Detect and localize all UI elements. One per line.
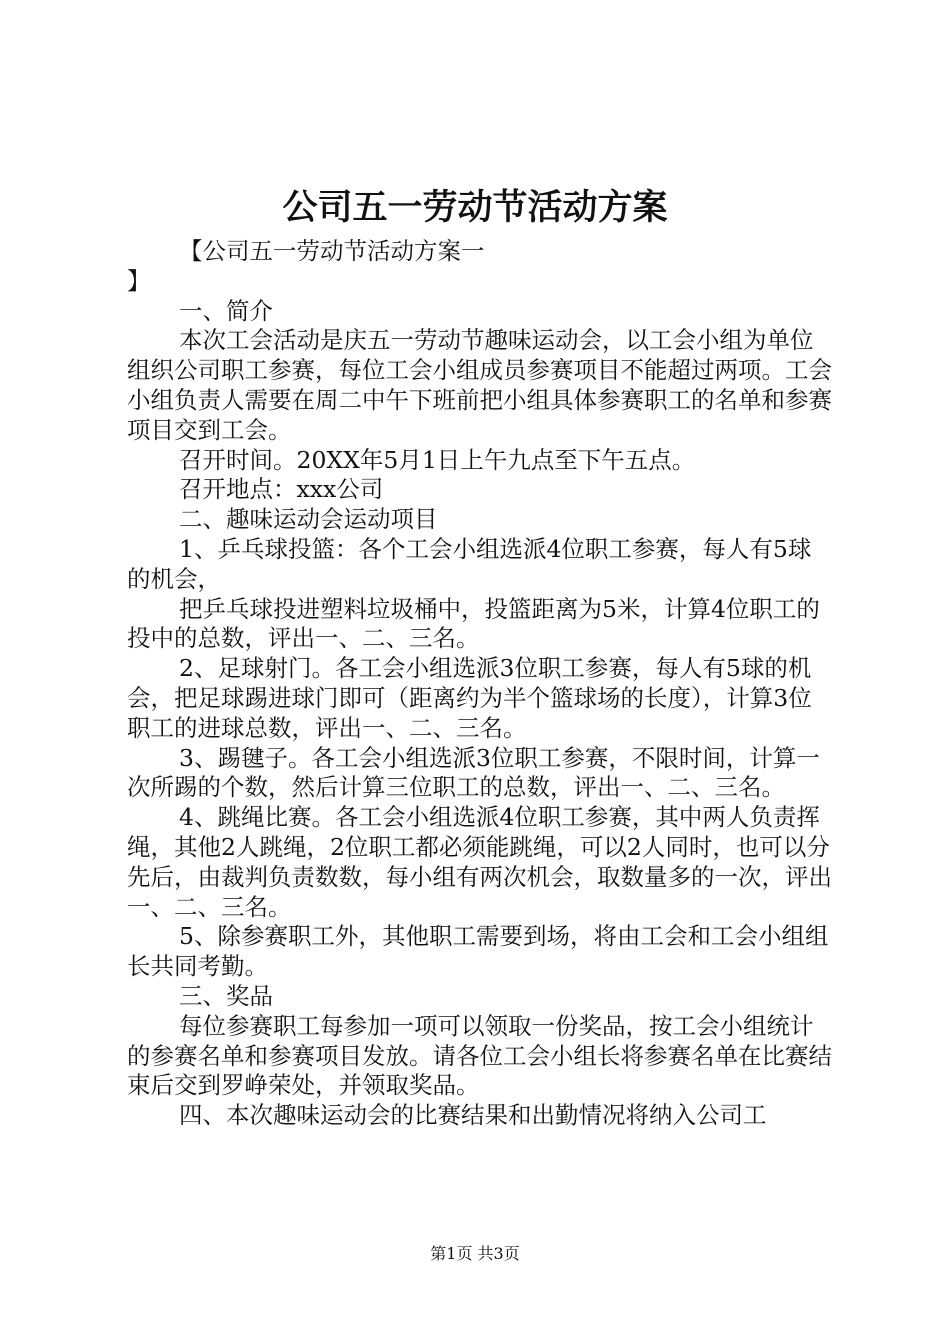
paragraph-location: 召开地点：xxx公司	[179, 475, 384, 504]
document-title: 公司五一劳动节活动方案	[282, 187, 668, 228]
paragraph-event-1-cont: 把乒乓球投进塑料垃圾桶中，投篮距离为5米，计算4位职工的投中的总数，评出一、二、三名。	[127, 594, 820, 653]
paragraph-intro: 本次工会活动是庆五一劳动节趣味运动会，以工会小组为单位组织公司职工参赛，每位工会小组成员参赛项目不能超过两项。工会小组负责人需要在周二中午下班前把小组具体参赛职工的名单和参赛项目交到工会。	[127, 326, 832, 444]
paragraph-event-5: 5、除参赛职工外，其他职工需要到场，将由工会和工会小组组长共同考勤。	[127, 922, 829, 981]
paragraph-prizes: 每位参赛职工每参加一项可以领取一份奖品，按工会小组统计的参赛名单和参赛项目发放。请各位工会小组长将参赛名单在比赛结束后交到罗峥荣处，并领取奖品。	[127, 1011, 832, 1100]
paragraph-event-1: 1、乒乓球投篮：各个工会小组选派4位职工参赛，每人有5球的机会，	[127, 534, 812, 593]
section-header-line1: 【公司五一劳动节活动方案一	[179, 237, 485, 265]
paragraph-event-2: 2、足球射门。各工会小组选派3位职工参赛，每人有5球的机会，把足球踢进球门即可（距离约为半个篮球场的长度），计算3位职工的进球总数，评出一、二、三名。	[127, 654, 812, 742]
heading-prizes: 三、奖品	[179, 981, 273, 1010]
page-footer: 第1页 共3页	[430, 1244, 520, 1263]
paragraph-results: 四、本次趣味运动会的比赛结果和出勤情况将纳入公司工	[179, 1101, 767, 1130]
paragraph-event-3: 3、踢毽子。各工会小组选派3位职工参赛，不限时间，计算一次所踢的个数，然后计算三位职工的总数，评出一、二、三名。	[127, 743, 820, 802]
paragraph-event-4: 4、跳绳比赛。各工会小组选派4位职工参赛，其中两人负责挥绳，其他2人跳绳，2位职工都必须能跳绳，可以2人同时，也可以分先后，由裁判负责数数，每小组有两次机会，取数量多的一次，评出一、二、三名。	[127, 803, 832, 921]
heading-events: 二、趣味运动会运动项目	[179, 505, 438, 534]
heading-intro: 一、简介	[179, 296, 273, 325]
document-body	[127, 237, 833, 1131]
paragraph-time: 召开时间。20XX年5月1日上午九点至下午五点。	[179, 445, 696, 474]
section-header-line2: 】	[127, 266, 151, 295]
section-header	[127, 237, 833, 297]
